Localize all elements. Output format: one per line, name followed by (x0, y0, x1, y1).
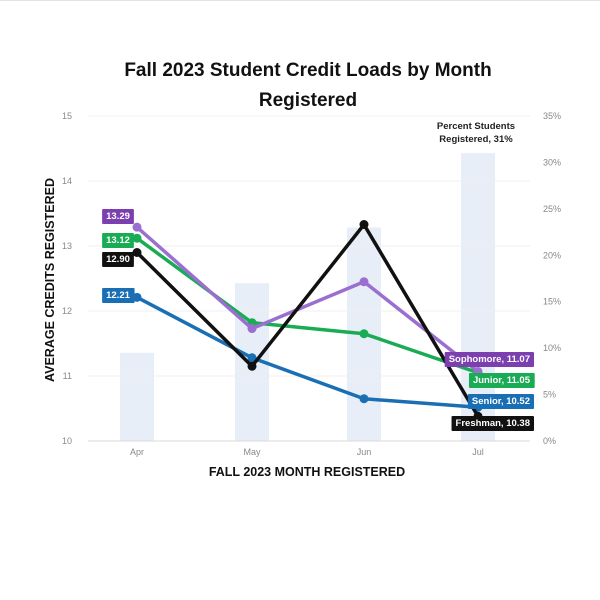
series-line-freshman (137, 225, 478, 417)
point-freshman-jun (360, 220, 369, 229)
chart-title-line-1: Fall 2023 Student Credit Loads by Month (124, 60, 492, 81)
y-tick-label: 14 (61, 176, 72, 186)
y-axis-ticks (62, 111, 72, 446)
start-label-sophomore (102, 209, 134, 224)
start-label-senior (102, 288, 134, 303)
svg-text:13.12: 13.12 (106, 235, 130, 246)
y2-tick-label: 25% (543, 203, 562, 214)
end-label-junior (469, 373, 535, 388)
x-tick-label: Jun (356, 447, 372, 457)
y-tick-label: 11 (62, 371, 72, 381)
point-senior-jun (360, 394, 369, 403)
bar-annotation-line-2: Registered, 31% (439, 134, 513, 145)
end-label-sophomore (445, 352, 534, 367)
y2-tick-label: 0% (543, 436, 557, 446)
y-tick-label: 13 (61, 241, 72, 251)
secondary-y-axis-ticks (543, 111, 561, 446)
svg-text:Freshman, 10.38: Freshman, 10.38 (455, 418, 530, 429)
series-line-sophomore (137, 227, 478, 371)
svg-text:13.29: 13.29 (106, 211, 130, 222)
y2-tick-label: 15% (543, 296, 562, 307)
y2-tick-label: 30% (543, 157, 562, 168)
x-axis-title: FALL 2023 MONTH REGISTERED (208, 465, 406, 479)
series-line-senior (137, 297, 478, 407)
point-junior-jun (360, 329, 369, 338)
x-axis-ticks (130, 447, 484, 457)
y2-tick-label: 20% (543, 250, 562, 261)
y-tick-label: 12 (61, 306, 72, 316)
end-label-senior (468, 394, 534, 409)
svg-text:12.21: 12.21 (106, 290, 130, 301)
percent-bar-apr (120, 353, 154, 441)
start-label-junior (102, 233, 134, 248)
start-label-freshman (102, 252, 134, 267)
y-axis-title: AVERAGE CREDITS REGISTERED (43, 178, 57, 382)
y2-tick-label: 5% (543, 389, 557, 400)
y2-tick-label: 10% (543, 343, 562, 354)
y-tick-label: 15 (61, 111, 72, 121)
x-tick-label: Jul (472, 447, 484, 457)
point-sophomore-jun (360, 277, 369, 286)
svg-text:Senior, 10.52: Senior, 10.52 (471, 396, 530, 407)
svg-text:12.90: 12.90 (106, 254, 130, 265)
y-tick-label: 10 (61, 436, 72, 446)
series-lines (133, 220, 483, 421)
svg-text:Junior, 11.05: Junior, 11.05 (472, 375, 530, 386)
x-tick-label: Apr (129, 447, 145, 457)
x-tick-label: May (243, 447, 261, 457)
point-freshman-may (248, 362, 257, 371)
point-sophomore-apr (133, 223, 142, 232)
point-sophomore-may (248, 324, 257, 333)
end-label-freshman (452, 416, 534, 431)
svg-text:Sophomore, 11.07: Sophomore, 11.07 (448, 354, 530, 365)
chart-title-line-2: Registered (258, 90, 358, 111)
y2-tick-label: 35% (543, 111, 562, 121)
bar-annotation-line-1: Percent Students (436, 121, 516, 132)
